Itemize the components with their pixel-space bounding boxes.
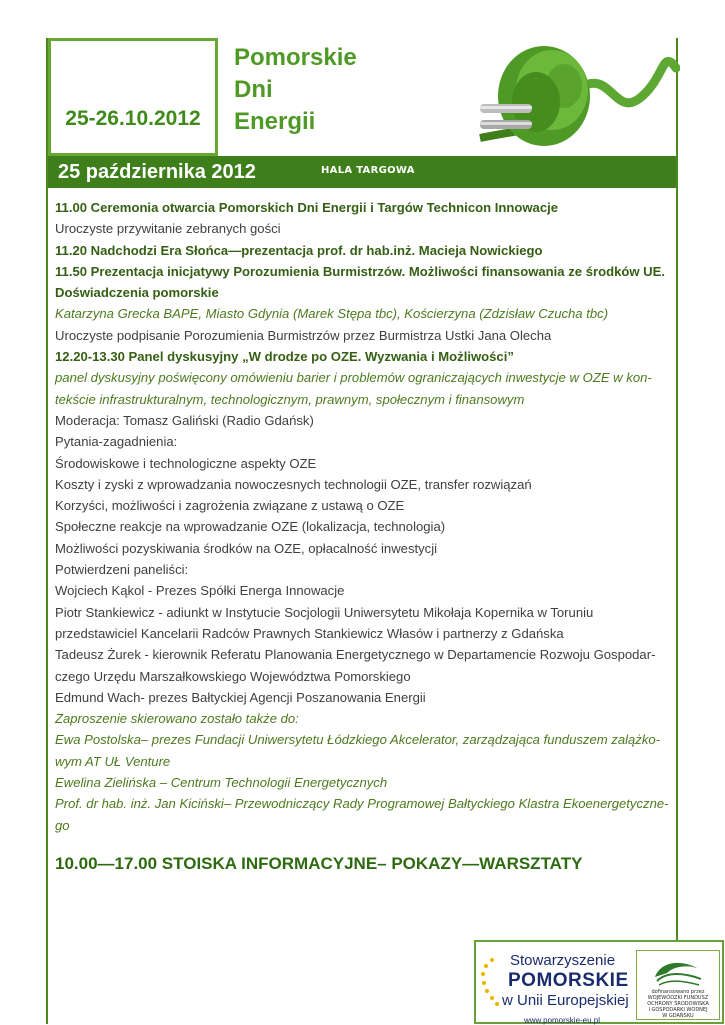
org-name-line-2: POMORSKIE bbox=[508, 970, 629, 991]
program-line: 12.20-13.30 Panel dyskusyjny „W drodze po OZE. Wyzwania i Możliwości” bbox=[55, 349, 514, 365]
grass-plug-image bbox=[440, 28, 680, 156]
fund-text-5: W GDAŃSKU bbox=[662, 1013, 694, 1019]
program-line: 11.20 Nadchodzi Era Słońca—prezentacja prof. dr hab.inż. Macieja Nowickiego bbox=[55, 242, 543, 258]
day-venue: HALA TARGOWA bbox=[321, 165, 415, 176]
wave-icon bbox=[637, 951, 721, 991]
fund-text bbox=[637, 989, 719, 1019]
event-title bbox=[234, 42, 357, 138]
program-line: Moderacja: Tomasz Galiński (Radio Gdańsk) bbox=[55, 412, 314, 428]
program-line: Korzyści, możliwości i zagrożenia związane z ustawą o OZE bbox=[55, 498, 405, 514]
program-line: Uroczyste przywitanie zebranych gości bbox=[55, 221, 281, 237]
program-line: przedstawiciel Kancelarii Radców Prawnych Stankiewicz Własów i partnerzy z Gdańska bbox=[55, 625, 564, 641]
date-box bbox=[48, 38, 218, 156]
program-line: Doświadczenia pomorskie bbox=[55, 285, 219, 301]
program-list bbox=[55, 197, 673, 836]
fund-text-4: I GOSPODARKI WODNEJ bbox=[648, 1007, 708, 1013]
day-date: 25 października 2012 bbox=[58, 161, 256, 183]
title-line-2: Dni bbox=[234, 76, 273, 103]
program-line: Uroczyste podpisanie Porozumienia Burmistrzów przez Burmistrza Ustki Jana Olecha bbox=[55, 327, 552, 343]
stowarzyszenie-logo bbox=[480, 950, 630, 1024]
footer-logos bbox=[474, 940, 724, 1024]
program-line: 11.00 Ceremonia otwarcia Pomorskich Dni Energii i Targów Technicon Innowacje bbox=[55, 200, 559, 215]
program-line: Ewelina Zielińska – Centrum Technologii Energetycznych bbox=[55, 775, 388, 791]
org-name-line-3: w Unii Europejskiej bbox=[502, 992, 629, 1009]
program-line: Środowiskowe i technologiczne aspekty OZE bbox=[55, 455, 317, 471]
program-line: Katarzyna Grecka BAPE, Miasto Gdynia (Marek Stępa tbc), Kościerzyna (Zdzisław Czucha tbc) bbox=[55, 306, 609, 322]
program-line: Potwierdzeni paneliści: bbox=[55, 562, 189, 578]
program-line: Możliwości pozyskiwania środków na OZE, opłacalność inwestycji bbox=[55, 540, 438, 556]
program-line: 11.50 Prezentacja inicjatywy Porozumienia Burmistrzów. Możliwości finansowania ze środków UE. bbox=[55, 263, 666, 279]
title-line-3: Energii bbox=[234, 108, 316, 135]
program-line: tekście infrastrukturalnym, technologicznym, prawnym, społecznym i finansowym bbox=[55, 391, 525, 407]
org-name-line-1: Stowarzyszenie bbox=[510, 952, 616, 969]
program-line: Zaproszenie skierowano zostało także do: bbox=[55, 711, 299, 727]
program-line: Społeczne reakcje na wprowadzanie OZE (lokalizacja, technologia) bbox=[55, 519, 446, 535]
program-line: Wojciech Kąkol - Prezes Spółki Energa Innowacje bbox=[55, 583, 345, 599]
fund-text-1: dofinansowano przez bbox=[651, 989, 705, 995]
program-line: Piotr Stankiewicz - adiunkt w Instytucie Socjologii Uniwersytetu Mikołaja Kopernika w Toruniu bbox=[55, 604, 594, 620]
stoiska-heading: 10.00—17.00 STOISKA INFORMACYJNE– POKAZY—WARSZTATY bbox=[55, 854, 583, 873]
event-dates: 25-26.10.2012 bbox=[65, 107, 201, 130]
fund-text-2: WOJEWÓDZKI FUNDUSZ bbox=[647, 995, 709, 1001]
wfosigw-logo bbox=[636, 950, 720, 1020]
program-line: Edmund Wach- prezes Bałtyckiej Agencji Poszanowania Energii bbox=[55, 689, 426, 705]
program-line: Ewa Postolska– prezes Fundacji Uniwersytetu Łódzkiego Akcelerator, zarządzająca funduszem zalążko- bbox=[55, 732, 661, 748]
program-line: Koszty i zyski z wprowadzania nowoczesnych technologii OZE, transfer rozwiązań bbox=[55, 476, 532, 492]
day-header-bar bbox=[48, 156, 676, 188]
program-line: Prof. dr hab. inż. Jan Kiciński– Przewodniczący Rady Programowej Bałtyckiego Klastra Ekoenergetyczne- bbox=[55, 796, 669, 812]
program-line: wym AT UŁ Venture bbox=[55, 753, 171, 769]
program-line: Pytania-zagadnienia: bbox=[55, 434, 178, 450]
title-line-1: Pomorskie bbox=[234, 44, 357, 71]
program-line: czego Urzędu Marszałkowskiego Województwa Pomorskiego bbox=[55, 668, 411, 684]
program-line: go bbox=[55, 817, 70, 833]
fund-text-3: OCHRONY ŚRODOWISKA bbox=[647, 1001, 709, 1007]
program-line: Tadeusz Żurek - kierownik Referatu Planowania Energetycznego w Departamencie Rozwoju Gospodar- bbox=[55, 647, 656, 663]
program-line: panel dyskusyjny poświęcony omówieniu barier i problemów ograniczających inwestycje w OZE w kon- bbox=[55, 370, 652, 386]
org-url: www.pomorskie-eu.pl bbox=[524, 1016, 601, 1025]
